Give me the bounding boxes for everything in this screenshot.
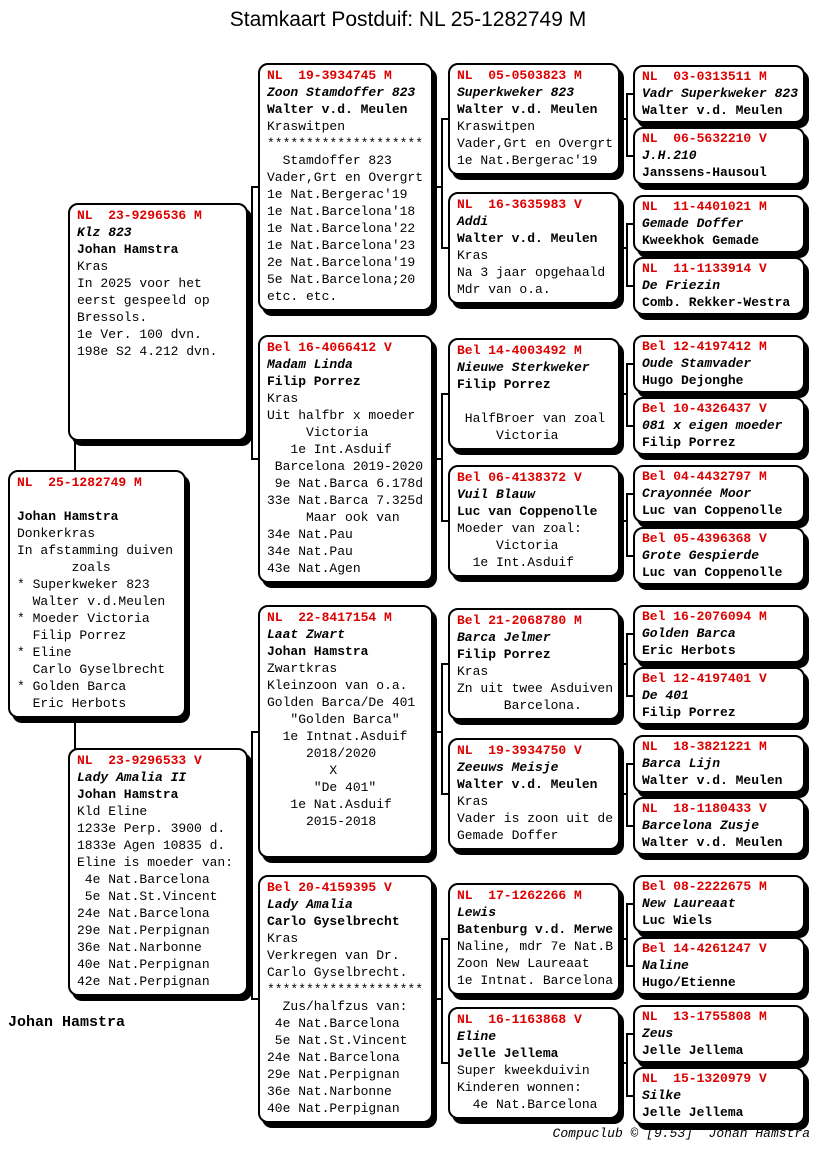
connector-line	[441, 663, 443, 795]
detail-line: Zoon New Laureaat	[457, 956, 590, 971]
breeder-name: Walter v.d. Meulen	[457, 777, 598, 792]
ring-number: NL 06-5632210 V	[642, 131, 767, 146]
breeder-name: Filip Porrez	[642, 435, 736, 450]
ring-number: NL 05-0503823 M	[457, 68, 582, 83]
detail-line: Kraswitpen	[457, 119, 536, 134]
connector-line	[626, 903, 628, 967]
detail-line: Stamdoffer 823	[267, 153, 392, 168]
detail-line: 1e Intnat. Barcelona	[457, 973, 614, 988]
detail-line: 29e Nat.Perpignan	[267, 1067, 400, 1082]
ring-number: Bel 08-2222675 M	[642, 879, 767, 894]
ring-number: NL 11-1133914 V	[642, 261, 767, 276]
pigeon-name	[17, 491, 177, 508]
detail-line: Filip Porrez	[17, 628, 127, 643]
detail-line: 1e Int.Asduif	[267, 442, 392, 457]
pedigree-box	[8, 470, 186, 718]
detail-line: etc. etc.	[267, 289, 338, 304]
detail-line: * Moeder Victoria	[17, 611, 150, 626]
ring-number: Bel 16-4066412 V	[267, 340, 392, 355]
pedigree-box	[68, 748, 248, 996]
pedigree-box	[448, 465, 620, 577]
breeder-name: Filip Porrez	[642, 705, 736, 720]
detail-line: * Superkweker 823	[17, 577, 150, 592]
footer-credit: Compuclub © [9.53] Johan Hamstra	[552, 1126, 810, 1141]
ring-number: Bel 05-4396368 V	[642, 531, 767, 546]
detail-line: Walter v.d.Meulen	[17, 594, 166, 609]
pedigree-box	[448, 608, 620, 720]
detail-line: 4e Nat.Barcelona	[77, 872, 210, 887]
detail-line: Mdr van o.a.	[457, 282, 551, 297]
connector-line	[441, 393, 443, 522]
breeder-name: Johan Hamstra	[77, 787, 179, 802]
pedigree-box	[448, 338, 620, 450]
detail-line: Bressols.	[77, 310, 148, 325]
breeder-name: Luc van Coppenolle	[642, 565, 783, 580]
detail-line: Kleinzoon van o.a.	[267, 678, 408, 693]
detail-line: * Golden Barca	[17, 679, 127, 694]
detail-line: Kras	[267, 391, 299, 406]
connector-line	[626, 633, 628, 697]
breeder-name: Johan Hamstra	[17, 509, 119, 524]
pedigree-box	[633, 1067, 805, 1125]
detail-line: X	[267, 763, 338, 778]
detail-line: 1e Ver. 100 dvn.	[77, 327, 202, 342]
pedigree-box	[633, 667, 805, 725]
detail-line: 5e Nat.St.Vincent	[267, 1033, 408, 1048]
ring-number: NL 17-1262266 M	[457, 888, 582, 903]
pigeon-name: Eline	[457, 1029, 497, 1044]
pigeon-name: Lady Amalia	[267, 897, 353, 912]
detail-line: Vader,Grt en Overgrt	[457, 136, 614, 151]
ring-number: NL 03-0313511 M	[642, 69, 767, 84]
detail-line: 1e Intnat.Asduif	[267, 729, 408, 744]
breeder-name: Walter v.d. Meulen	[457, 102, 598, 117]
detail-line: zoals	[17, 560, 111, 575]
pedigree-box	[258, 63, 433, 311]
pedigree-box	[633, 195, 805, 253]
ring-number: Bel 10-4326437 V	[642, 401, 767, 416]
detail-line: Moeder van zoal:	[457, 521, 582, 536]
pigeon-name: Oude Stamvader	[642, 356, 752, 371]
connector-line	[251, 186, 253, 460]
detail-line: "Golden Barca"	[267, 712, 400, 727]
breeder-name: Luc Wiels	[642, 913, 713, 928]
ring-number: Bel 21-2068780 M	[457, 613, 582, 628]
detail-line: Carlo Gyselbrecht.	[267, 965, 408, 980]
detail-line: Kras	[457, 794, 489, 809]
detail-line: 4e Nat.Barcelona	[267, 1016, 400, 1031]
detail-line: 2e Nat.Barcelona'19	[267, 255, 416, 270]
pedigree-box	[633, 875, 805, 933]
detail-line	[457, 393, 611, 410]
detail-line: 33e Nat.Barca 7.325d	[267, 493, 424, 508]
pigeon-name: Barcelona Zusje	[642, 818, 760, 833]
pigeon-name: Laat Zwart	[267, 627, 346, 642]
detail-line: 1e Nat.Bergerac'19	[267, 187, 408, 202]
owner-signature: Johan Hamstra	[8, 1014, 126, 1031]
ring-number: NL 25-1282749 M	[17, 475, 142, 490]
detail-line: 24e Nat.Barcelona	[267, 1050, 400, 1065]
pigeon-name: Barca Lijn	[642, 756, 721, 771]
detail-line: Golden Barca/De 401	[267, 695, 416, 710]
detail-line: Eric Herbots	[17, 696, 127, 711]
detail-line: Gemade Doffer	[457, 828, 559, 843]
pigeon-name: Lady Amalia II	[77, 770, 187, 785]
detail-line: Zn uit twee Asduiven	[457, 681, 614, 696]
pedigree-box	[633, 465, 805, 523]
detail-line: Kras	[267, 931, 299, 946]
ring-number: NL 16-3635983 V	[457, 197, 582, 212]
detail-line: In afstamming duiven	[17, 543, 174, 558]
detail-line: 1e Nat.Asduif	[267, 797, 392, 812]
pedigree-box	[633, 735, 805, 793]
pedigree-box	[633, 257, 805, 315]
detail-line: Victoria	[457, 428, 559, 443]
breeder-name: Eric Herbots	[642, 643, 736, 658]
detail-line: 1233e Perp. 3900 d.	[77, 821, 226, 836]
ring-number: Bel 04-4432797 M	[642, 469, 767, 484]
pigeon-name: Vuil Blauw	[457, 487, 536, 502]
detail-line: ********************	[267, 982, 424, 997]
detail-line: In 2025 voor het	[77, 276, 202, 291]
detail-line: 198e S2 4.212 dvn.	[77, 344, 218, 359]
detail-line: 1e Nat.Barcelona'23	[267, 238, 416, 253]
detail-line: Kras	[457, 664, 489, 679]
pedigree-box	[633, 335, 805, 393]
pigeon-name: 081 x eigen moeder	[642, 418, 783, 433]
detail-line: 24e Nat.Barcelona	[77, 906, 210, 921]
ring-number: NL 18-1180433 V	[642, 801, 767, 816]
detail-line: Kras	[457, 248, 489, 263]
detail-line: 9e Nat.Barca 6.178d	[267, 476, 424, 491]
breeder-name: Kweekhok Gemade	[642, 233, 760, 248]
detail-line: Kld Eline	[77, 804, 148, 819]
pigeon-name: Naline	[642, 958, 689, 973]
detail-line: 1e Int.Asduif	[457, 555, 575, 570]
pigeon-name: New Laureaat	[642, 896, 736, 911]
connector-line	[251, 731, 253, 1001]
detail-line: Victoria	[267, 425, 369, 440]
pedigree-box	[633, 127, 805, 185]
ring-number: NL 19-3934750 V	[457, 743, 582, 758]
breeder-name: Walter v.d. Meulen	[457, 231, 598, 246]
ring-number: NL 18-3821221 M	[642, 739, 767, 754]
detail-line: 5e Nat.St.Vincent	[77, 889, 218, 904]
detail-line: eerst gespeeld op	[77, 293, 210, 308]
pigeon-name: Barca Jelmer	[457, 630, 551, 645]
breeder-name: Walter v.d. Meulen	[267, 102, 408, 117]
detail-line: 2018/2020	[267, 746, 377, 761]
pedigree-box	[448, 63, 620, 175]
detail-line: Victoria	[457, 538, 559, 553]
breeder-name: Comb. Rekker-Westra	[642, 295, 791, 310]
detail-line: Kraswitpen	[267, 119, 346, 134]
connector-line	[441, 938, 443, 1064]
pigeon-name: Vadr Superkweker 823	[642, 86, 799, 101]
page-title: Stamkaart Postduif: NL 25-1282749 M	[229, 8, 587, 31]
pigeon-name: Grote Gespierde	[642, 548, 760, 563]
pigeon-name: Zeus	[642, 1026, 674, 1041]
pedigree-box	[258, 335, 433, 583]
ring-number: NL 16-1163868 V	[457, 1012, 582, 1027]
detail-line: Kras	[77, 259, 109, 274]
ring-number: Bel 14-4261247 V	[642, 941, 767, 956]
detail-line: Kinderen wonnen:	[457, 1080, 582, 1095]
detail-line: 2015-2018	[267, 814, 377, 829]
detail-line: 34e Nat.Pau	[267, 527, 353, 542]
pigeon-name: Lewis	[457, 905, 497, 920]
pedigree-box	[633, 1005, 805, 1063]
breeder-name: Jelle Jellema	[642, 1105, 744, 1120]
breeder-name: Batenburg v.d. Merwe	[457, 922, 614, 937]
ring-number: NL 11-4401021 M	[642, 199, 767, 214]
breeder-name: Walter v.d. Meulen	[642, 835, 783, 850]
pigeon-name: Klz 823	[77, 225, 132, 240]
breeder-name: Johan Hamstra	[267, 644, 369, 659]
ring-number: NL 22-8417154 M	[267, 610, 392, 625]
pedigree-box	[633, 397, 805, 455]
pedigree-box	[258, 875, 433, 1123]
detail-line: Vader is zoon uit de	[457, 811, 614, 826]
detail-line: Uit halfbr x moeder	[267, 408, 416, 423]
pedigree-box	[448, 883, 620, 995]
pedigree-box	[633, 937, 805, 995]
connector-line	[626, 1033, 628, 1097]
breeder-name: Filip Porrez	[457, 377, 551, 392]
detail-line: Vader,Grt en Overgrt	[267, 170, 424, 185]
breeder-name: Hugo/Etienne	[642, 975, 736, 990]
detail-line: 40e Nat.Perpignan	[77, 957, 210, 972]
breeder-name: Filip Porrez	[267, 374, 361, 389]
pigeon-name: Zeeuws Meisje	[457, 760, 559, 775]
connector-line	[441, 118, 443, 249]
pedigree-box	[633, 65, 805, 123]
ring-number: NL 15-1320979 V	[642, 1071, 767, 1086]
breeder-name: Jelle Jellema	[642, 1043, 744, 1058]
detail-line: Super kweekduivin	[457, 1063, 590, 1078]
ring-number: NL 13-1755808 M	[642, 1009, 767, 1024]
detail-line: 1e Nat.Barcelona'22	[267, 221, 416, 236]
ring-number: Bel 16-2076094 M	[642, 609, 767, 624]
connector-line	[626, 493, 628, 557]
pigeon-name: Zoon Stamdoffer 823	[267, 85, 416, 100]
detail-line: Maar ook van	[267, 510, 400, 525]
detail-line: 29e Nat.Perpignan	[77, 923, 210, 938]
detail-line: Na 3 jaar opgehaald	[457, 265, 606, 280]
detail-line: Zwartkras	[267, 661, 338, 676]
ring-number: Bel 14-4003492 M	[457, 343, 582, 358]
detail-line: Barcelona.	[457, 698, 582, 713]
ring-number: Bel 12-4197412 M	[642, 339, 767, 354]
detail-line: 1e Nat.Barcelona'18	[267, 204, 416, 219]
pedigree-box	[448, 738, 620, 850]
detail-line: * Eline	[17, 645, 72, 660]
detail-line: 42e Nat.Perpignan	[77, 974, 210, 989]
detail-line: 1833e Agen 10835 d.	[77, 838, 226, 853]
pedigree-box	[258, 605, 433, 858]
pedigree-box	[633, 797, 805, 855]
pedigree-box	[448, 1007, 620, 1119]
breeder-name: Hugo Dejonghe	[642, 373, 744, 388]
pigeon-name: Superkweker 823	[457, 85, 575, 100]
breeder-name: Janssens-Hausoul	[642, 165, 767, 180]
ring-number: NL 19-3934745 M	[267, 68, 392, 83]
breeder-name: Luc van Coppenolle	[642, 503, 783, 518]
connector-line	[626, 223, 628, 287]
breeder-name: Walter v.d. Meulen	[642, 103, 783, 118]
detail-line: 36e Nat.Narbonne	[77, 940, 202, 955]
pigeon-name: J.H.210	[642, 148, 697, 163]
pigeon-name: Madam Linda	[267, 357, 353, 372]
pigeon-name: Gemade Doffer	[642, 216, 744, 231]
ring-number: Bel 12-4197401 V	[642, 671, 767, 686]
pedigree-box	[448, 192, 620, 304]
pigeon-name: Nieuwe Sterkweker	[457, 360, 590, 375]
ring-number: NL 23-9296533 V	[77, 753, 202, 768]
detail-line: 5e Nat.Barcelona;20	[267, 272, 416, 287]
detail-line: Verkregen van Dr.	[267, 948, 400, 963]
detail-line: Naline, mdr 7e Nat.B	[457, 939, 614, 954]
pigeon-name: De Friezin	[642, 278, 721, 293]
detail-line: HalfBroer van zoal	[457, 411, 606, 426]
pigeon-name: Addi	[457, 214, 489, 229]
detail-line: 43e Nat.Agen	[267, 561, 361, 576]
detail-line: Carlo Gyselbrecht	[17, 662, 166, 677]
detail-line: "De 401"	[267, 780, 377, 795]
detail-line: 34e Nat.Pau	[267, 544, 353, 559]
pedigree-box	[68, 203, 248, 441]
breeder-name: Luc van Coppenolle	[457, 504, 598, 519]
connector-line	[626, 763, 628, 827]
breeder-name: Johan Hamstra	[77, 242, 179, 257]
ring-number: NL 23-9296536 M	[77, 208, 202, 223]
pigeon-name: De 401	[642, 688, 689, 703]
detail-line: 40e Nat.Perpignan	[267, 1101, 400, 1116]
breeder-name: Filip Porrez	[457, 647, 551, 662]
pigeon-name: Crayonnée Moor	[642, 486, 752, 501]
detail-line: 1e Nat.Bergerac'19	[457, 153, 598, 168]
breeder-name: Jelle Jellema	[457, 1046, 559, 1061]
pedigree-box	[633, 527, 805, 585]
connector-line	[626, 93, 628, 157]
detail-line: Donkerkras	[17, 526, 96, 541]
connector-line	[626, 363, 628, 427]
pigeon-name: Golden Barca	[642, 626, 736, 641]
detail-line: Zus/halfzus van:	[267, 999, 408, 1014]
detail-line: ********************	[267, 136, 424, 151]
ring-number: Bel 06-4138372 V	[457, 470, 582, 485]
pedigree-box	[633, 605, 805, 663]
detail-line: Eline is moeder van:	[77, 855, 234, 870]
detail-line: 36e Nat.Narbonne	[267, 1084, 392, 1099]
ring-number: Bel 20-4159395 V	[267, 880, 392, 895]
breeder-name: Walter v.d. Meulen	[642, 773, 783, 788]
detail-line: 4e Nat.Barcelona	[457, 1097, 598, 1112]
pigeon-name: Silke	[642, 1088, 682, 1103]
detail-line: Barcelona 2019-2020	[267, 459, 424, 474]
breeder-name: Carlo Gyselbrecht	[267, 914, 400, 929]
